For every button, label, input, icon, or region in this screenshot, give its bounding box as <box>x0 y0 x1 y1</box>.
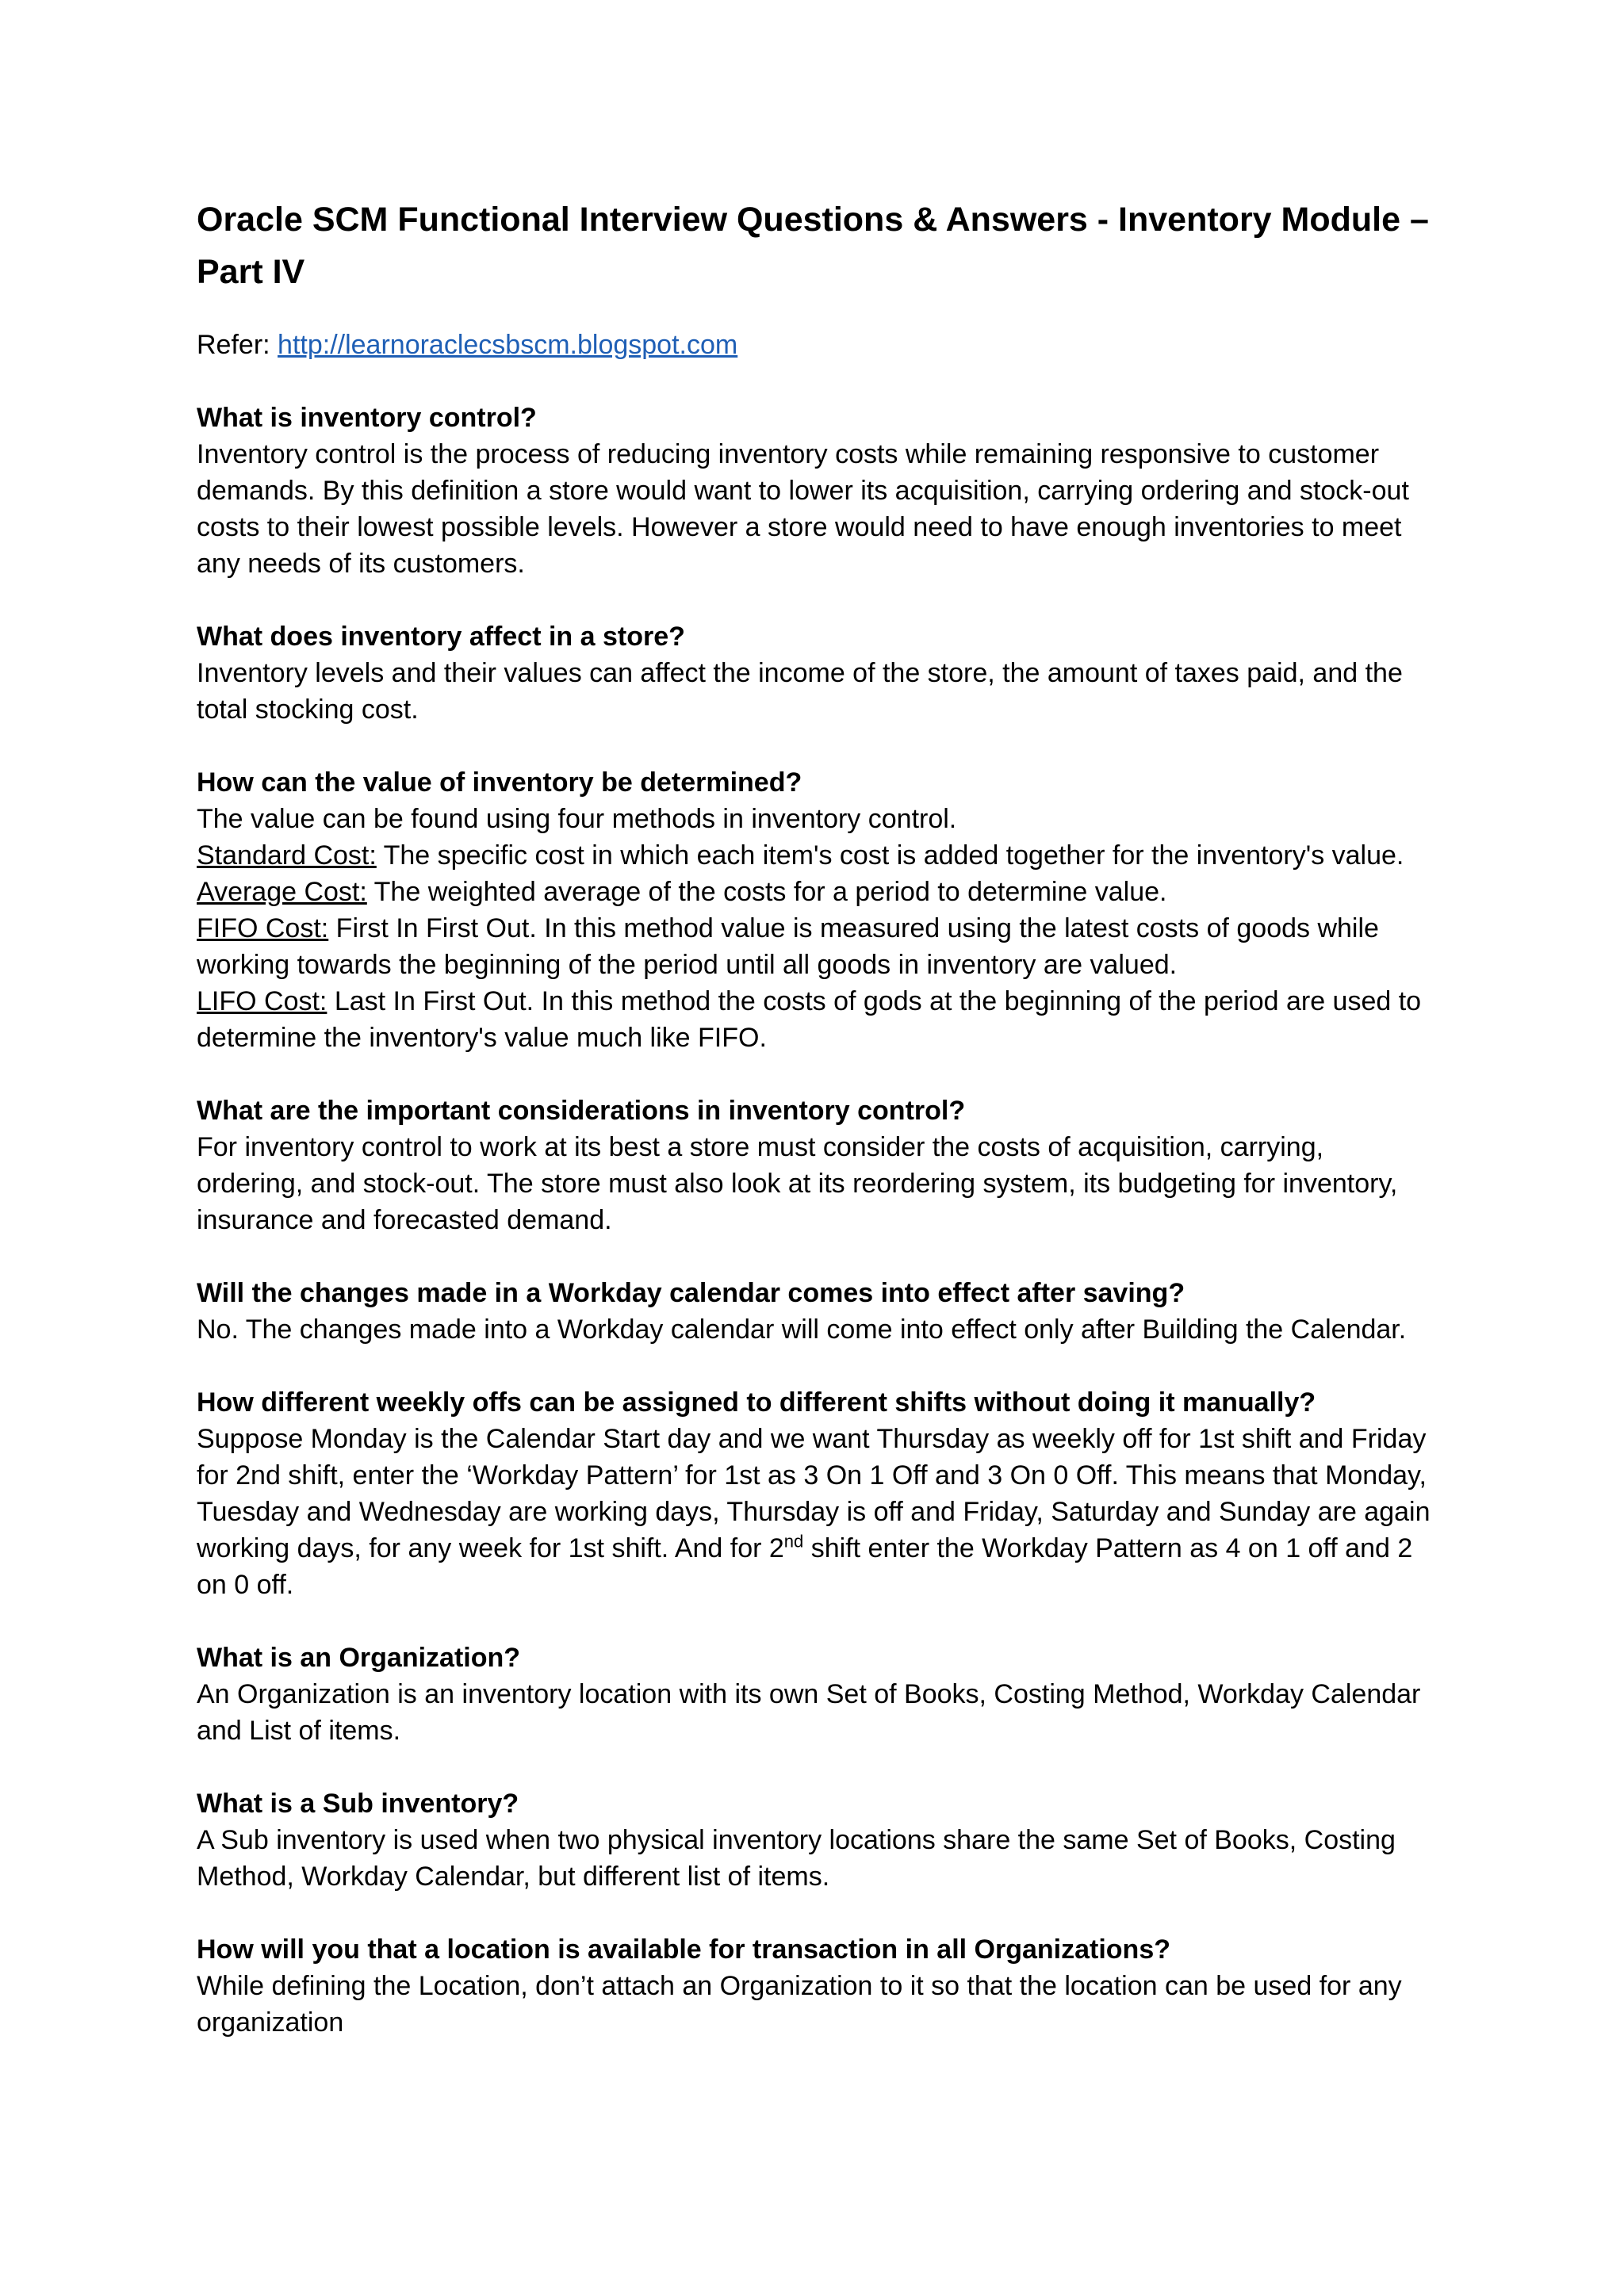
method-term: FIFO Cost: <box>197 913 329 943</box>
method-text: The weighted average of the costs for a period to determine value. <box>366 877 1167 907</box>
answer-part-1: Suppose Monday is the Calendar Start day and we want Thursday as weekly off for 1st shift and Friday for 2nd shift, enter the ‘Workday Pattern’ for 1st as 3 On 1 Off and 3 On 0 Off. This means that Monday, Tuesday and Wednesday are working days, Thursday is off and Friday, Saturday and Sunday are again working days, for any week for 1st shift. And for 2 <box>197 1424 1431 1563</box>
question: What is an Organization? <box>197 1643 521 1673</box>
method-average-cost <box>197 874 1434 910</box>
question: Will the changes made in a Workday calendar comes into effect after saving? <box>197 1278 1185 1308</box>
method-lifo-cost <box>197 983 1434 1056</box>
qa-block-5 <box>197 1275 1434 1348</box>
method-term: Standard Cost: <box>197 840 377 871</box>
method-text: First In First Out. In this method value is measured using the latest costs of goods while working towards the beginning of the period until all goods in inventory are valued. <box>197 913 1379 980</box>
method-term: LIFO Cost: <box>197 986 327 1016</box>
qa-block-2 <box>197 618 1434 728</box>
answer: Inventory levels and their values can affect the income of the store, the amount of taxes paid, and the total stocking cost. <box>197 658 1403 725</box>
answer: Inventory control is the process of reducing inventory costs while remaining responsive to customer demands. By this definition a store would want to lower its acquisition, carrying ordering and stock-out costs to their lowest possible levels. However a store would need to have enough inventories to meet any needs of its customers. <box>197 439 1409 579</box>
refer-line <box>197 327 1434 363</box>
qa-block-1 <box>197 400 1434 582</box>
answer-superscript: nd <box>783 1531 804 1552</box>
method-standard-cost <box>197 837 1434 874</box>
answer: A Sub inventory is used when two physical inventory locations share the same Set of Books, Costing Method, Workday Calendar, but different list of items. <box>197 1825 1396 1892</box>
qa-block-8 <box>197 1785 1434 1895</box>
qa-block-6 <box>197 1384 1434 1603</box>
document-title: Oracle SCM Functional Interview Questions & Answers - Inventory Module – Part IV <box>197 201 1429 291</box>
answer: For inventory control to work at its best a store must consider the costs of acquisition, carrying, ordering, and stock-out. The store must also look at its reordering system, its budgeting for inventory, insurance and forecasted demand. <box>197 1132 1398 1235</box>
answer: An Organization is an inventory location with its own Set of Books, Costing Method, Workday Calendar and List of items. <box>197 1679 1421 1746</box>
qa-block-3 <box>197 764 1434 1056</box>
method-fifo-cost <box>197 910 1434 983</box>
question: What is inventory control? <box>197 403 537 433</box>
answer: No. The changes made into a Workday calendar will come into effect only after Building the Calendar. <box>197 1314 1407 1345</box>
question: How will you that a location is available for transaction in all Organizations? <box>197 1934 1171 1965</box>
refer-label: Refer: <box>197 330 278 360</box>
question: What does inventory affect in a store? <box>197 622 685 652</box>
refer-link[interactable]: http://learnoraclecsbscm.blogspot.com <box>278 330 738 360</box>
qa-block-4 <box>197 1093 1434 1238</box>
method-text: The specific cost in which each item's cost is added together for the inventory's value. <box>376 840 1404 871</box>
question: How can the value of inventory be determined? <box>197 767 802 798</box>
method-text: Last In First Out. In this method the costs of gods at the beginning of the period are used to determine the inventory's value much like FIFO. <box>197 986 1422 1053</box>
answer: While defining the Location, don’t attach an Organization to it so that the location can be used for any organization <box>197 1971 1402 2038</box>
answer <box>197 1421 1434 1603</box>
qa-block-9 <box>197 1931 1434 2041</box>
question: How different weekly offs can be assigned to different shifts without doing it manually? <box>197 1387 1316 1418</box>
answer: The value can be found using four methods in inventory control. <box>197 804 957 834</box>
question: What is a Sub inventory? <box>197 1789 519 1819</box>
method-term: Average Cost: <box>197 877 367 907</box>
question: What are the important considerations in inventory control? <box>197 1096 966 1126</box>
qa-block-7 <box>197 1640 1434 1749</box>
answer-part-2: shift enter the Workday Pattern as 4 on 1 off and 2 on 0 off. <box>197 1533 1413 1600</box>
document-page <box>197 193 1434 2077</box>
